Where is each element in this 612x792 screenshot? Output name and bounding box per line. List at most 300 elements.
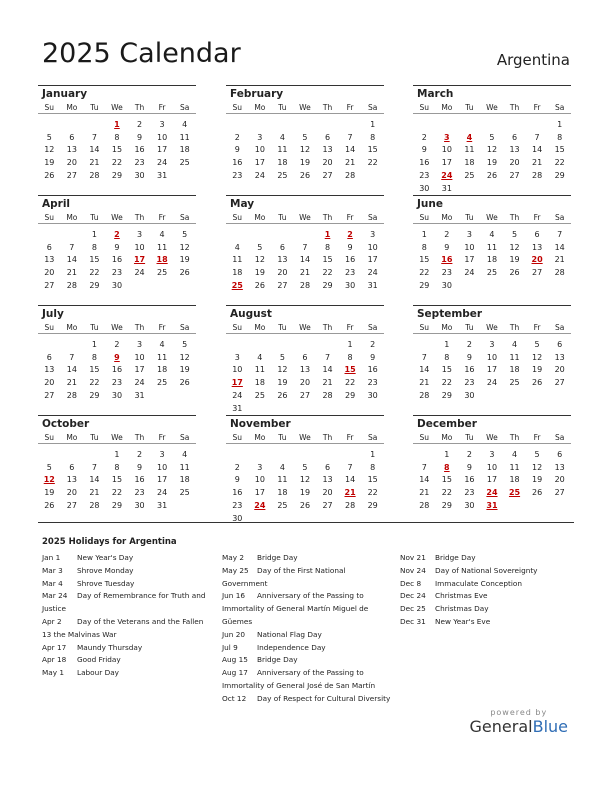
holiday-date: Mar 3	[42, 565, 63, 575]
weekday-header	[38, 431, 196, 444]
weekday-label: Th	[322, 322, 333, 332]
day-cell: 22	[111, 488, 123, 498]
day-cell: 3	[136, 339, 143, 349]
day-cell: 23	[441, 268, 452, 278]
day-cell: 19	[277, 378, 288, 388]
day-cell: 14	[299, 255, 311, 265]
holiday-column	[400, 552, 560, 629]
day-cell: 3	[489, 449, 495, 459]
day-cell: 23	[464, 488, 475, 498]
holiday-entry	[222, 552, 394, 565]
day-cell: 26	[179, 378, 190, 388]
holiday-day: 15	[344, 365, 356, 375]
day-cell: 29	[441, 391, 452, 401]
weekday-label: Mo	[66, 102, 78, 112]
logo-blue: Blue	[532, 717, 568, 736]
week-row	[413, 499, 571, 512]
day-cell: 27	[44, 281, 55, 291]
day-cell: 6	[324, 132, 331, 142]
holiday-date: Jun 20	[222, 629, 246, 639]
day-cell: 15	[89, 365, 100, 375]
day-cell: 22	[554, 158, 565, 168]
holiday-day: 1	[324, 229, 331, 239]
day-cell: 13	[322, 475, 333, 485]
weekday-label: Su	[44, 322, 55, 332]
day-cell: 31	[157, 171, 168, 181]
week-row	[226, 241, 384, 254]
week-row	[38, 279, 196, 292]
weekday-label: Mo	[66, 322, 78, 332]
day-cell: 22	[419, 268, 430, 278]
holiday-name: Christmas Day	[435, 604, 489, 614]
day-cell: 5	[302, 462, 308, 472]
day-cell: 11	[464, 145, 475, 155]
weekday-label: Mo	[66, 212, 78, 222]
day-cell: 6	[69, 462, 75, 472]
day-cell: 17	[367, 255, 378, 265]
day-cell: 8	[91, 352, 97, 362]
day-cell: 10	[232, 365, 243, 375]
day-cell: 15	[554, 145, 565, 155]
day-cell: 28	[345, 171, 356, 181]
day-cell: 12	[532, 352, 543, 362]
day-cell: 18	[509, 475, 520, 485]
week-row	[226, 351, 384, 364]
holiday-date: Aug 15	[222, 655, 248, 665]
day-cell: 1	[114, 449, 120, 459]
day-cell: 3	[489, 339, 495, 349]
week-row	[413, 118, 571, 131]
day-cell: 4	[159, 229, 165, 239]
month-name: April	[42, 198, 71, 210]
day-cell: 18	[254, 378, 265, 388]
day-cell: 3	[159, 119, 165, 129]
day-cell: 12	[277, 365, 288, 375]
month-name: July	[42, 308, 64, 320]
weekday-label: Th	[134, 212, 145, 222]
holiday-name: Bridge Day	[257, 553, 298, 562]
holiday-entry	[222, 603, 394, 616]
day-cell: 7	[302, 242, 308, 252]
day-cell: 20	[44, 378, 55, 388]
weekday-label: Sa	[554, 102, 565, 112]
day-cell: 31	[232, 403, 243, 413]
day-cell: 17	[134, 365, 145, 375]
day-cell: 14	[89, 475, 100, 485]
day-cell: 8	[421, 242, 427, 252]
holiday-name: Day of Remembrance for Truth and	[77, 591, 206, 601]
week-row	[226, 448, 384, 461]
day-cell: 10	[486, 462, 498, 472]
day-cell: 20	[554, 475, 565, 485]
day-cell: 21	[299, 268, 311, 278]
day-cell: 21	[532, 158, 543, 168]
day-cell: 10	[157, 462, 168, 472]
day-cell: 6	[557, 339, 563, 349]
holiday-date: May 25	[222, 565, 249, 575]
day-cell: 18	[486, 255, 498, 265]
weekday-label: Mo	[254, 102, 266, 112]
weekday-label: Sa	[179, 432, 190, 442]
day-cell: 2	[136, 119, 143, 129]
day-cell: 24	[254, 171, 265, 181]
day-cell: 3	[370, 229, 376, 239]
week-row	[226, 486, 384, 499]
week-row	[226, 499, 384, 512]
month-september	[413, 305, 571, 402]
weekday-label: Mo	[254, 322, 266, 332]
day-cell: 28	[66, 281, 77, 291]
holiday-day: 18	[156, 255, 168, 265]
weekday-label: Sa	[554, 432, 565, 442]
day-cell: 2	[136, 449, 143, 459]
weekday-label: Sa	[367, 432, 378, 442]
weekday-label: Mo	[441, 212, 453, 222]
holiday-entry	[400, 603, 560, 616]
holiday-name: 13 the Malvinas War	[42, 629, 117, 639]
weekday-label: Mo	[254, 432, 266, 442]
week-row	[38, 461, 196, 474]
day-cell: 11	[277, 145, 288, 155]
day-cell: 23	[367, 378, 378, 388]
holiday-entry	[222, 654, 394, 667]
day-cell: 8	[114, 132, 120, 142]
week-row	[413, 228, 571, 241]
weekday-label: Su	[419, 212, 430, 222]
weekday-label: Tu	[465, 102, 474, 112]
day-cell: 14	[89, 145, 100, 155]
day-cell: 9	[444, 242, 450, 252]
day-cell: 10	[254, 475, 265, 485]
day-cell: 19	[532, 475, 543, 485]
day-cell: 16	[232, 488, 243, 498]
day-cell: 25	[179, 158, 190, 168]
day-cell: 13	[509, 145, 520, 155]
day-cell: 2	[444, 229, 450, 239]
weekday-label: Th	[134, 432, 145, 442]
day-cell: 11	[509, 462, 520, 472]
day-cell: 5	[182, 339, 188, 349]
day-cell: 28	[345, 501, 356, 511]
holidays-title: 2025 Holidays for Argentina	[42, 537, 177, 547]
day-cell: 30	[464, 501, 475, 511]
day-cell: 19	[44, 158, 55, 168]
day-cell: 24	[157, 488, 168, 498]
day-cell: 5	[279, 352, 285, 362]
week-row	[38, 131, 196, 144]
day-cell: 1	[370, 119, 376, 129]
weekday-label: Mo	[254, 212, 266, 222]
holiday-name: Justice	[42, 604, 66, 614]
day-cell: 23	[134, 488, 145, 498]
day-cell: 8	[370, 132, 376, 142]
day-cell: 7	[347, 462, 353, 472]
day-cell: 30	[367, 391, 378, 401]
day-cell: 19	[509, 255, 520, 265]
holiday-entry	[42, 616, 212, 629]
holiday-entry	[222, 590, 394, 603]
weekday-header	[226, 321, 384, 334]
week-row	[38, 499, 196, 512]
day-cell: 10	[486, 352, 498, 362]
weekday-label: Fr	[533, 322, 541, 332]
day-cell: 13	[554, 352, 565, 362]
weekday-label: Th	[322, 102, 333, 112]
day-cell: 22	[89, 378, 100, 388]
day-cell: 3	[257, 132, 263, 142]
day-cell: 20	[322, 488, 333, 498]
day-cell: 11	[179, 132, 190, 142]
day-cell: 30	[232, 513, 243, 523]
weekday-label: We	[299, 432, 311, 442]
week-row	[413, 182, 571, 195]
powered-by-text: powered by	[490, 708, 548, 717]
day-cell: 8	[444, 352, 450, 362]
day-cell: 14	[419, 475, 430, 485]
weekday-label: We	[299, 212, 311, 222]
day-cell: 19	[179, 365, 190, 375]
day-cell: 18	[179, 145, 190, 155]
day-cell: 2	[466, 339, 472, 349]
day-cell: 26	[179, 268, 190, 278]
day-cell: 13	[44, 255, 55, 265]
day-cell: 9	[347, 242, 353, 252]
day-cell: 25	[486, 268, 498, 278]
holiday-day: 31	[486, 501, 498, 511]
day-cell: 10	[157, 132, 168, 142]
day-cell: 15	[367, 475, 378, 485]
weekday-label: Mo	[441, 102, 453, 112]
holiday-day: 25	[231, 281, 243, 291]
holiday-column	[222, 552, 394, 706]
day-cell: 14	[322, 365, 333, 375]
holiday-entry	[42, 590, 212, 603]
day-cell: 27	[44, 391, 55, 401]
day-cell: 8	[324, 242, 331, 252]
day-cell: 23	[232, 501, 243, 511]
weekday-header	[226, 211, 384, 224]
holiday-column	[42, 552, 212, 680]
day-cell: 7	[69, 352, 75, 362]
day-cell: 29	[111, 501, 123, 511]
day-cell: 23	[345, 268, 356, 278]
day-cell: 1	[91, 339, 97, 349]
month-may	[226, 195, 384, 292]
day-cell: 16	[232, 158, 243, 168]
weekday-label: Tu	[90, 212, 99, 222]
day-cell: 1	[557, 119, 563, 129]
day-cell: 9	[234, 475, 240, 485]
weekday-label: Su	[419, 322, 430, 332]
day-cell: 25	[277, 171, 288, 181]
day-cell: 5	[534, 449, 540, 459]
holiday-entry	[400, 552, 560, 565]
day-cell: 29	[441, 501, 452, 511]
month-april	[38, 195, 196, 292]
weekday-label: Fr	[158, 432, 166, 442]
day-cell: 22	[367, 158, 378, 168]
day-cell: 27	[66, 171, 77, 181]
month-name: February	[230, 88, 284, 100]
day-cell: 4	[182, 449, 188, 459]
week-row	[226, 144, 384, 157]
week-row	[413, 131, 571, 144]
holiday-date: Nov 24	[400, 565, 426, 575]
day-cell: 10	[254, 145, 265, 155]
month-march	[413, 85, 571, 195]
day-cell: 25	[157, 268, 168, 278]
logo-general: General	[469, 717, 533, 736]
holiday-name: Good Friday	[77, 655, 121, 665]
day-cell: 22	[441, 488, 452, 498]
day-cell: 25	[509, 378, 520, 388]
month-july	[38, 305, 196, 402]
day-cell: 13	[299, 365, 311, 375]
day-cell: 5	[489, 132, 495, 142]
day-cell: 2	[114, 339, 120, 349]
day-cell: 3	[159, 449, 165, 459]
week-row	[413, 364, 571, 377]
day-cell: 16	[367, 365, 378, 375]
weekday-label: Sa	[179, 102, 190, 112]
day-cell: 16	[111, 255, 123, 265]
month-name: October	[42, 418, 90, 430]
day-cell: 19	[44, 488, 55, 498]
day-cell: 13	[277, 255, 288, 265]
day-cell: 16	[419, 158, 430, 168]
week-row	[413, 144, 571, 157]
day-cell: 17	[254, 488, 265, 498]
weekday-label: Tu	[278, 432, 287, 442]
weekday-label: Su	[44, 102, 55, 112]
holiday-entry	[222, 565, 394, 578]
day-cell: 22	[367, 488, 378, 498]
holiday-name: Bridge Day	[435, 553, 476, 562]
weekday-label: Th	[509, 432, 520, 442]
holiday-date: Mar 24	[42, 591, 68, 601]
week-row	[226, 376, 384, 389]
week-row	[226, 338, 384, 351]
day-cell: 11	[509, 352, 520, 362]
day-cell: 8	[347, 352, 353, 362]
day-cell: 20	[66, 488, 77, 498]
week-row	[38, 266, 196, 279]
day-cell: 29	[89, 391, 100, 401]
week-row	[38, 118, 196, 131]
day-cell: 20	[277, 268, 288, 278]
holiday-day: 17	[231, 378, 243, 388]
week-row	[226, 131, 384, 144]
day-cell: 31	[157, 501, 168, 511]
holiday-entry	[42, 603, 212, 616]
day-cell: 6	[279, 242, 285, 252]
day-cell: 22	[345, 378, 356, 388]
day-cell: 6	[69, 132, 75, 142]
weekday-label: Th	[322, 212, 333, 222]
month-name: August	[230, 308, 272, 320]
day-cell: 14	[345, 475, 356, 485]
day-cell: 11	[254, 365, 265, 375]
day-cell: 12	[44, 145, 55, 155]
month-august	[226, 305, 384, 415]
weekday-header	[413, 211, 571, 224]
weekday-label: Fr	[533, 102, 541, 112]
holiday-name: Day of Respect for Cultural Diversity	[257, 693, 391, 703]
holiday-name: Day of the Veterans and the Fallen	[77, 616, 204, 626]
weekday-header	[413, 431, 571, 444]
day-cell: 23	[232, 171, 243, 181]
weekday-label: We	[486, 212, 498, 222]
week-row	[413, 338, 571, 351]
day-cell: 28	[322, 391, 333, 401]
day-cell: 19	[486, 158, 498, 168]
weekday-label: Su	[232, 212, 243, 222]
weekday-label: We	[486, 432, 498, 442]
day-cell: 6	[302, 352, 308, 362]
day-cell: 14	[345, 145, 356, 155]
weekday-label: Sa	[179, 322, 190, 332]
day-cell: 27	[277, 281, 288, 291]
holiday-name: Shrove Monday	[77, 565, 134, 575]
day-cell: 1	[91, 229, 97, 239]
holiday-day: 24	[486, 488, 498, 498]
weekday-label: Sa	[179, 212, 190, 222]
holiday-entry	[42, 654, 212, 667]
day-cell: 16	[345, 255, 356, 265]
day-cell: 9	[466, 462, 472, 472]
day-cell: 6	[557, 449, 563, 459]
month-november	[226, 415, 384, 525]
day-cell: 26	[254, 281, 265, 291]
day-cell: 26	[486, 171, 498, 181]
day-cell: 13	[532, 242, 543, 252]
week-row	[38, 338, 196, 351]
day-cell: 2	[466, 449, 472, 459]
day-cell: 12	[532, 462, 543, 472]
day-cell: 12	[299, 475, 311, 485]
holiday-date: Nov 21	[400, 553, 426, 562]
week-row	[38, 474, 196, 487]
holiday-name: Anniversary of the Passing to	[257, 668, 364, 678]
week-row	[38, 156, 196, 169]
day-cell: 28	[89, 171, 100, 181]
day-cell: 5	[511, 229, 518, 239]
day-cell: 30	[134, 501, 145, 511]
day-cell: 15	[111, 145, 123, 155]
week-row	[38, 389, 196, 402]
holiday-day: 16	[441, 255, 453, 265]
day-cell: 22	[89, 268, 100, 278]
day-cell: 25	[157, 378, 168, 388]
day-cell: 5	[46, 132, 52, 142]
week-row	[38, 254, 196, 267]
day-cell: 21	[345, 158, 356, 168]
day-cell: 4	[234, 242, 240, 252]
day-cell: 21	[419, 488, 430, 498]
month-name: December	[417, 418, 477, 430]
day-cell: 26	[277, 391, 288, 401]
day-cell: 24	[134, 268, 145, 278]
day-cell: 31	[134, 391, 145, 401]
day-cell: 23	[419, 171, 430, 181]
month-name: May	[230, 198, 255, 210]
week-row	[226, 254, 384, 267]
day-cell: 17	[486, 475, 498, 485]
holiday-date: Jul 9	[222, 642, 238, 652]
day-cell: 15	[322, 255, 333, 265]
day-cell: 4	[257, 352, 263, 362]
holiday-date: Mar 4	[42, 578, 63, 588]
